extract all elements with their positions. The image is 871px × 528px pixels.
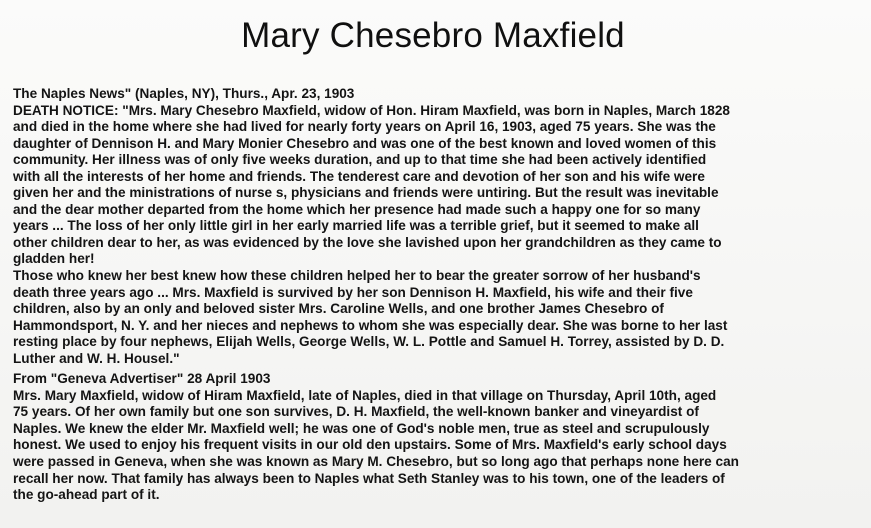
text-line: and the dear mother departed from the home which her presence had made such a happy one for so many [13, 201, 701, 217]
text-line: resting place by four nephews, Elijah Wells, George Wells, W. L. Pottle and Samuel H. Torrey, assisted by D. D. [13, 334, 725, 350]
text-line: Naples. We knew the elder Mr. Maxfield well; he was one of God's noble men, true as steel and scrupulously [13, 420, 710, 436]
text-line: gladden her! [13, 251, 95, 267]
text-line: recall her now. That family has always been to Naples what Seth Stanley was to his town, one of the leaders of [13, 470, 725, 486]
geneva-advertiser-section [13, 371, 853, 503]
text-line: Mrs. Mary Maxfield, widow of Hiram Maxfield, late of Naples, died in that village on Thursday, April 10th, aged [13, 387, 717, 403]
text-line: Hammondsport, N. Y. and her nieces and nephews to whom she was especially dear. She was borne to her last [13, 317, 728, 333]
text-line: years ... The loss of her only little girl in her early married life was a terrible grief, but it seemed to make all [13, 218, 699, 234]
text-line: the go-ahead part of it. [13, 487, 160, 503]
text-line: and died in the home where she had lived for nearly forty years on April 16, 1903, aged 75 years. She was the [13, 119, 716, 135]
text-line: honest. We used to enjoy his frequent visits in our old den upstairs. Some of Mrs. Maxfield's early school days [13, 437, 727, 453]
page-title: Mary Chesebro Maxfield [241, 16, 625, 55]
text-line: DEATH NOTICE: "Mrs. Mary Chesebro Maxfield, widow of Hon. Hiram Maxfield, was born in Naples, March 1828 [13, 102, 730, 118]
text-line: were passed in Geneva, when she was known as Mary M. Chesebro, but so long ago that perhaps none here can [13, 454, 739, 470]
text-line: community. Her illness was of only five weeks duration, and up to that time she had been actively identified [13, 152, 707, 168]
text-line: with all the interests of her home and friends. The tenderest care and devotion of her son and his wife were [13, 168, 705, 184]
text-line: Luther and W. H. Housel." [13, 350, 180, 366]
naples-news-section [13, 86, 853, 367]
text-line: daughter of Dennison H. and Mary Monier Chesebro and was one of the best known and loved women of this [13, 135, 717, 151]
text-line: given her and the ministrations of nurse s, physicians and friends were untiring. But the result was inevitable [13, 185, 719, 201]
section-heading: The Naples News" (Naples, NY), Thurs., Apr. 23, 1903 [13, 86, 355, 101]
document-body [13, 86, 853, 504]
section-heading: From "Geneva Advertiser" 28 April 1903 [13, 371, 271, 387]
text-line: children, also by an only and beloved sister Mrs. Caroline Wells, and one brother James Chesebro of [13, 301, 664, 317]
text-line: 75 years. Of her own family but one son survives, D. H. Maxfield, the well-known banker and vineyardist of [13, 404, 699, 420]
text-line: Those who knew her best knew how these children helped her to bear the greater sorrow of her husband's [13, 268, 701, 284]
text-line: death three years ago ... Mrs. Maxfield is survived by her son Dennison H. Maxfield, his wife and their five [13, 284, 693, 300]
text-line: other children dear to her, as was evidenced by the love she lavished upon her grandchildren as they came to [13, 234, 722, 250]
